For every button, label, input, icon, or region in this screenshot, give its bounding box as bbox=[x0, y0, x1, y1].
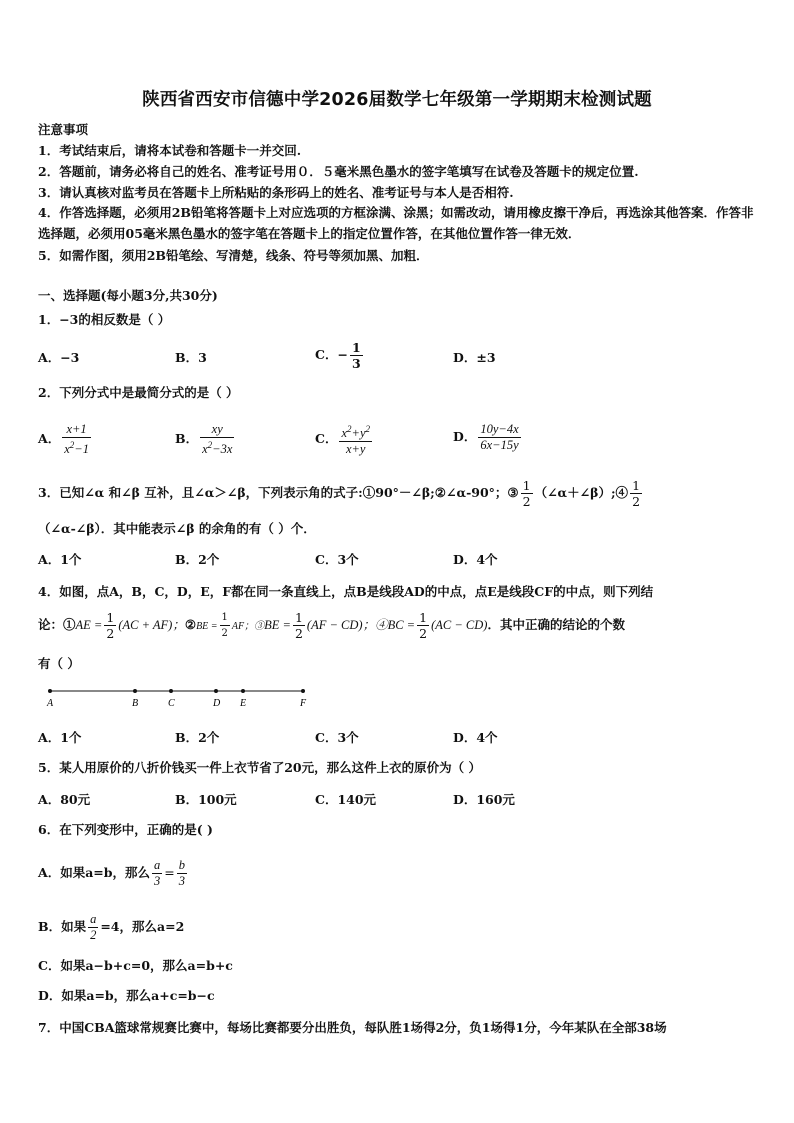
q2-option-a: A． $\frac{x+1}{x^2-1}$ bbox=[38, 422, 89, 457]
q3-option-a: A．1个 bbox=[38, 552, 82, 567]
point-c-dot bbox=[169, 689, 173, 693]
point-c-label: C bbox=[168, 698, 175, 709]
q6-option-c: C．如果a−b+c=0，那么a=b+c bbox=[38, 958, 233, 973]
notice-item-4: 4．作答选择题，必须用2B铅笔将答题卡上对应选项的方框涂满、涂黑；如需改动，请用橡皮擦干净后，再选涂其他答案．作答非选择题，必须用05毫米黑色墨水的签字笔在答题卡上的指定位置作答，在其他位置作答一律无效． bbox=[38, 205, 754, 241]
point-a-label: A bbox=[47, 698, 54, 709]
q6-option-a: A．如果a=b，那么 $\frac{a}{3}$ = $\frac{b}{3}$ bbox=[38, 858, 185, 888]
point-b-label: B bbox=[132, 698, 139, 709]
q3-option-d: D．4个 bbox=[453, 552, 498, 567]
point-b-dot bbox=[133, 689, 137, 693]
q2-option-c: C． $\frac{x^2+y^2}{x+y}$ bbox=[315, 424, 370, 457]
q1-option-c: C．− $\frac{1}{3}$ bbox=[315, 340, 361, 371]
page-title: 陕西省西安市信德中学2026届数学七年级第一学期期末检测试题 bbox=[142, 90, 652, 110]
q1-option-d: D．±3 bbox=[453, 350, 496, 365]
q4-option-a: A．1个 bbox=[38, 730, 82, 745]
point-d-label: D bbox=[213, 698, 221, 709]
q2-stem: 2．下列分式中是最简分式的是（ ） bbox=[38, 385, 239, 400]
point-f-dot bbox=[301, 689, 305, 693]
q3-stem-line2: （∠α-∠β）．其中能表示∠β 的余角的有（ ）个． bbox=[38, 521, 316, 536]
q4-stem-line3: 有（ ） bbox=[38, 656, 80, 671]
q5-stem: 5．某人用原价的八折价钱买一件上衣节省了20元，那么这件上衣的原价为（ ） bbox=[38, 760, 481, 775]
notice-item-3: 3．请认真核对监考员在答题卡上所粘贴的条形码上的姓名、准考证号与本人是否相符. bbox=[38, 185, 514, 200]
q5-option-a: A．80元 bbox=[38, 792, 91, 807]
point-e-label: E bbox=[240, 698, 247, 709]
q5-option-d: D．160元 bbox=[453, 792, 515, 807]
q4-number-line-figure bbox=[40, 682, 320, 712]
notice-heading: 注意事项 bbox=[38, 122, 89, 137]
q6-stem: 6．在下列变形中，正确的是( ) bbox=[38, 822, 213, 837]
q1-stem: 1．−3的相反数是（ ） bbox=[38, 312, 171, 327]
notice-item-1: 1．考试结束后，请将本试卷和答题卡一并交回. bbox=[38, 143, 302, 158]
notice-item-5: 5．如需作图，须用2B铅笔绘、写清楚，线条、符号等须加黑、加粗． bbox=[38, 248, 429, 263]
q4-option-b: B．2个 bbox=[175, 730, 220, 745]
q4-option-c: C．3个 bbox=[315, 730, 359, 745]
q1-option-b: B．3 bbox=[175, 350, 207, 365]
point-a-dot bbox=[48, 689, 52, 693]
q3-option-b: B．2个 bbox=[175, 552, 220, 567]
q4-option-d: D．4个 bbox=[453, 730, 498, 745]
notice-item-2: 2．答题前，请务必将自己的姓名、准考证号用０．５毫米黑色墨水的签字笔填写在试卷及答题卡的规定位置. bbox=[38, 164, 639, 179]
q1-option-a: A．−3 bbox=[38, 350, 80, 365]
section-heading: 一、选择题(每小题3分,共30分) bbox=[38, 288, 218, 303]
q5-option-c: C．140元 bbox=[315, 792, 377, 807]
q5-option-b: B．100元 bbox=[175, 792, 237, 807]
q3-option-c: C．3个 bbox=[315, 552, 359, 567]
point-e-dot bbox=[241, 689, 245, 693]
q4-stem-line2: 论：①AE = $\frac{1}{2}$ (AC + AF)；②BE = $\frac{1}{2}$ AF；③BE = $\frac{1}{2}$ (AF − CD)；④BC = $\frac{1}{2}$ (AC − CD)．其中正确的结论的个数 bbox=[38, 610, 625, 641]
q6-option-b: B．如果 $\frac{a}{2}$ =4，那么a=2 bbox=[38, 912, 185, 942]
q2-option-d: D． $\frac{10y-4x}{6x-15y}$ bbox=[453, 422, 519, 452]
point-f-label: F bbox=[300, 698, 307, 709]
q7-stem: 7．中国CBA篮球常规赛比赛中，每场比赛都要分出胜负，每队胜1场得2分，负1场得1分，今年某队在全部38场 bbox=[38, 1020, 667, 1035]
q4-stem-line1: 4．如图，点A，B，C，D，E，F都在同一条直线上，点B是线段AD的中点，点E是线段CF的中点，则下列结 bbox=[38, 584, 654, 599]
q3-stem-line1: 3．已知∠α 和∠β 互补，且∠α＞∠β，下列表示角的式子:①90°－∠β;②∠α-90°；③ $\frac{1}{2}$ （∠α＋∠β）;④ $\frac{1}{2}$ bbox=[38, 478, 641, 509]
point-d-dot bbox=[214, 689, 218, 693]
q6-option-d: D．如果a=b，那么a+c=b−c bbox=[38, 988, 215, 1003]
q2-option-b: B． $\frac{xy}{x^2-3x}$ bbox=[175, 422, 233, 457]
